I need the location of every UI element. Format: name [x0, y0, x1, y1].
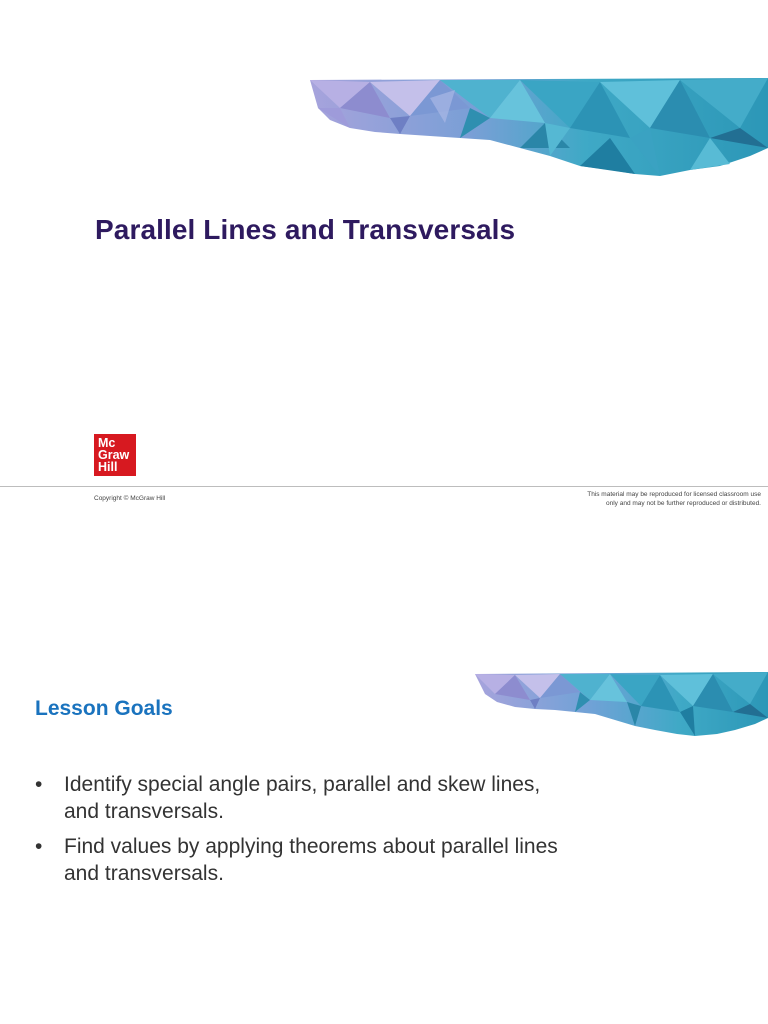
lesson-goals-slide [0, 600, 768, 1024]
bullet-marker: • [35, 835, 43, 858]
list-item [35, 772, 635, 825]
logo-line-2: Graw [98, 448, 130, 462]
footer-divider [0, 486, 768, 487]
list-item [35, 834, 635, 887]
goals-list [35, 772, 635, 896]
license-notice [501, 491, 761, 508]
polygon-banner-image [280, 78, 768, 200]
list-item-line-2: and transversals. [64, 799, 224, 823]
license-notice-line-2: only and may not be further reproduced or distributed. [605, 499, 761, 507]
bullet-marker: • [35, 773, 43, 796]
logo-line-1: Mc [98, 436, 116, 450]
slide-heading: Lesson Goals [35, 697, 173, 720]
list-item-line-2: and transversals. [64, 861, 224, 885]
mcgraw-hill-logo [94, 434, 136, 476]
polygon-banner-image [455, 672, 768, 752]
copyright-text: Copyright © McGraw Hill [94, 495, 166, 502]
list-item-line-1: Identify special angle pairs, parallel and skew lines, [64, 773, 541, 796]
list-item-line-1: Find values by applying theorems about parallel lines [64, 835, 558, 858]
logo-line-3: Hill [98, 460, 118, 474]
slide-title: Parallel Lines and Transversals [95, 214, 516, 245]
license-notice-line-1: This material may be reproduced for licensed classroom use [587, 491, 761, 498]
